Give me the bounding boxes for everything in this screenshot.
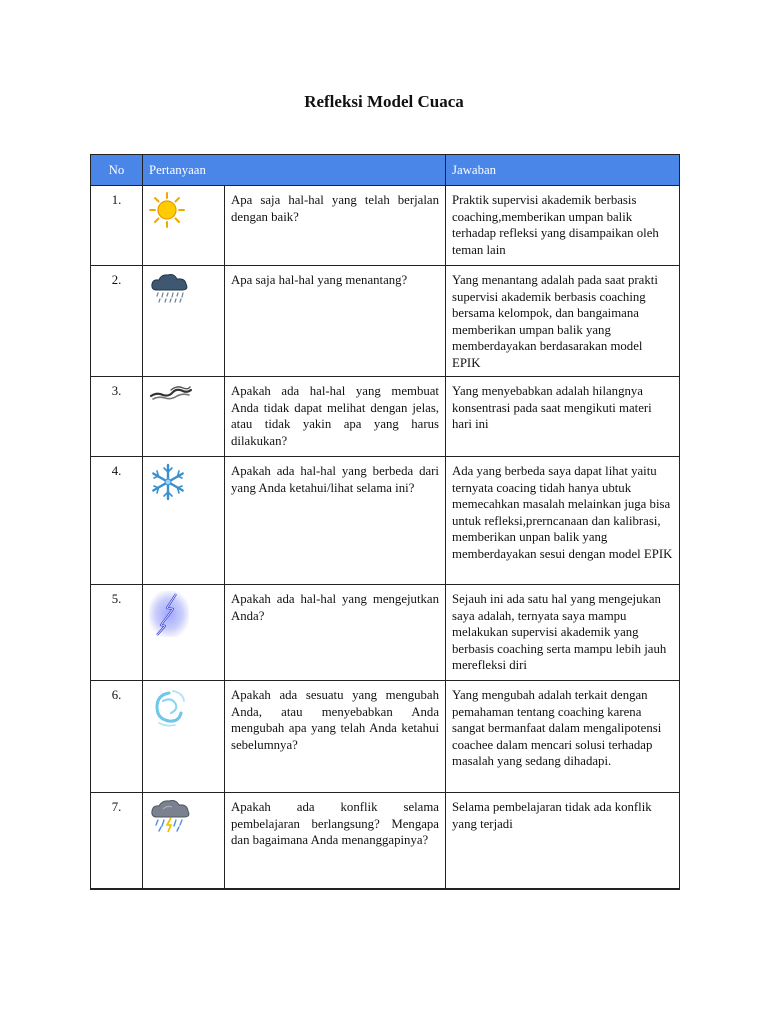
question-text: Apa saja hal-hal yang menantang? bbox=[225, 266, 446, 377]
row-icon-cell bbox=[143, 793, 225, 889]
storm-cloud-icon bbox=[149, 799, 218, 833]
header-jawaban: Jawaban bbox=[446, 155, 680, 186]
row-icon-cell bbox=[143, 266, 225, 377]
answer-text: Yang menyebabkan adalah hilangnya konsentrasi pada saat mengikuti materi hari ini bbox=[446, 377, 680, 457]
row-icon-cell bbox=[143, 186, 225, 266]
answer-text: Praktik supervisi akademik berbasis coaching,memberikan umpan balik terhadap refleksi yang disampaikan oleh teman lain bbox=[446, 186, 680, 266]
row-icon-cell bbox=[143, 377, 225, 457]
header-pertanyaan: Pertanyaan bbox=[143, 155, 225, 186]
answer-text: Sejauh ini ada satu hal yang mengejukan saya adalah, ternyata saya mampu melakukan supervisi akademik yang berbasis coaching serta mampu lebih jauh merefleksi diri bbox=[446, 585, 680, 681]
snowflake-icon bbox=[149, 463, 218, 501]
question-text: Apa saja hal-hal yang telah berjalan dengan baik? bbox=[225, 186, 446, 266]
answer-text: Yang menantang adalah pada saat prakti supervisi akademik berbasis coaching bersama kelompok, dan bangaimana memberikan umpan balik yang memberdayakan berdasarakan model EPIK bbox=[446, 266, 680, 377]
answer-text: Selama pembelajaran tidak ada konflik yang terjadi bbox=[446, 793, 680, 889]
row-number: 2. bbox=[91, 266, 143, 377]
question-text: Apakah ada konflik selama pembelajaran berlangsung? Mengapa dan bagaimana Anda menanggapinya? bbox=[225, 793, 446, 889]
row-number: 1. bbox=[91, 186, 143, 266]
table-row bbox=[91, 266, 680, 377]
row-number: 4. bbox=[91, 457, 143, 585]
table-header-row bbox=[91, 155, 680, 186]
table-row bbox=[91, 793, 680, 889]
lightning-icon bbox=[149, 591, 218, 637]
header-no: No bbox=[91, 155, 143, 186]
question-text: Apakah ada hal-hal yang berbeda dari yang Anda ketahui/lihat selama ini? bbox=[225, 457, 446, 585]
question-text: Apakah ada sesuatu yang mengubah Anda, atau menyebabkan Anda mengubah apa yang telah Anda ketahui sebelumnya? bbox=[225, 681, 446, 793]
table-row bbox=[91, 377, 680, 457]
fog-icon bbox=[149, 383, 218, 403]
row-icon-cell bbox=[143, 457, 225, 585]
answer-text: Ada yang berbeda saya dapat lihat yaitu ternyata coacing tidah hanya ubtuk memecahkan masalah melainkan juga bisa untuk refleksi,prerncanaan dan kalibrasi, memberikan unpan balik yang memberdayakan sesui dengan model EPIK bbox=[446, 457, 680, 585]
row-number: 7. bbox=[91, 793, 143, 889]
reflection-table bbox=[90, 154, 680, 890]
document-title: Refleksi Model Cuaca bbox=[304, 92, 464, 111]
question-text: Apakah ada hal-hal yang membuat Anda tidak dapat melihat dengan jelas, atau tidak yakin apa yang harus dilakukan? bbox=[225, 377, 446, 457]
table-row bbox=[91, 186, 680, 266]
row-number: 6. bbox=[91, 681, 143, 793]
table-row bbox=[91, 457, 680, 585]
table-row bbox=[91, 681, 680, 793]
answer-text: Yang mengubah adalah terkait dengan pemahaman tentang coaching karena sangat bermanfaat dalam mengalipotensi coachee dalam mencari solusi terhadap masalah yang sedang dihadapi. bbox=[446, 681, 680, 793]
table-row bbox=[91, 585, 680, 681]
question-text: Apakah ada hal-hal yang mengejutkan Anda? bbox=[225, 585, 446, 681]
rain-cloud-icon bbox=[149, 272, 218, 304]
row-icon-cell bbox=[143, 681, 225, 793]
header-spacer bbox=[225, 155, 446, 186]
sun-icon bbox=[149, 192, 218, 228]
row-number: 5. bbox=[91, 585, 143, 681]
row-number: 3. bbox=[91, 377, 143, 457]
row-icon-cell bbox=[143, 585, 225, 681]
wind-swirl-icon bbox=[149, 687, 218, 729]
